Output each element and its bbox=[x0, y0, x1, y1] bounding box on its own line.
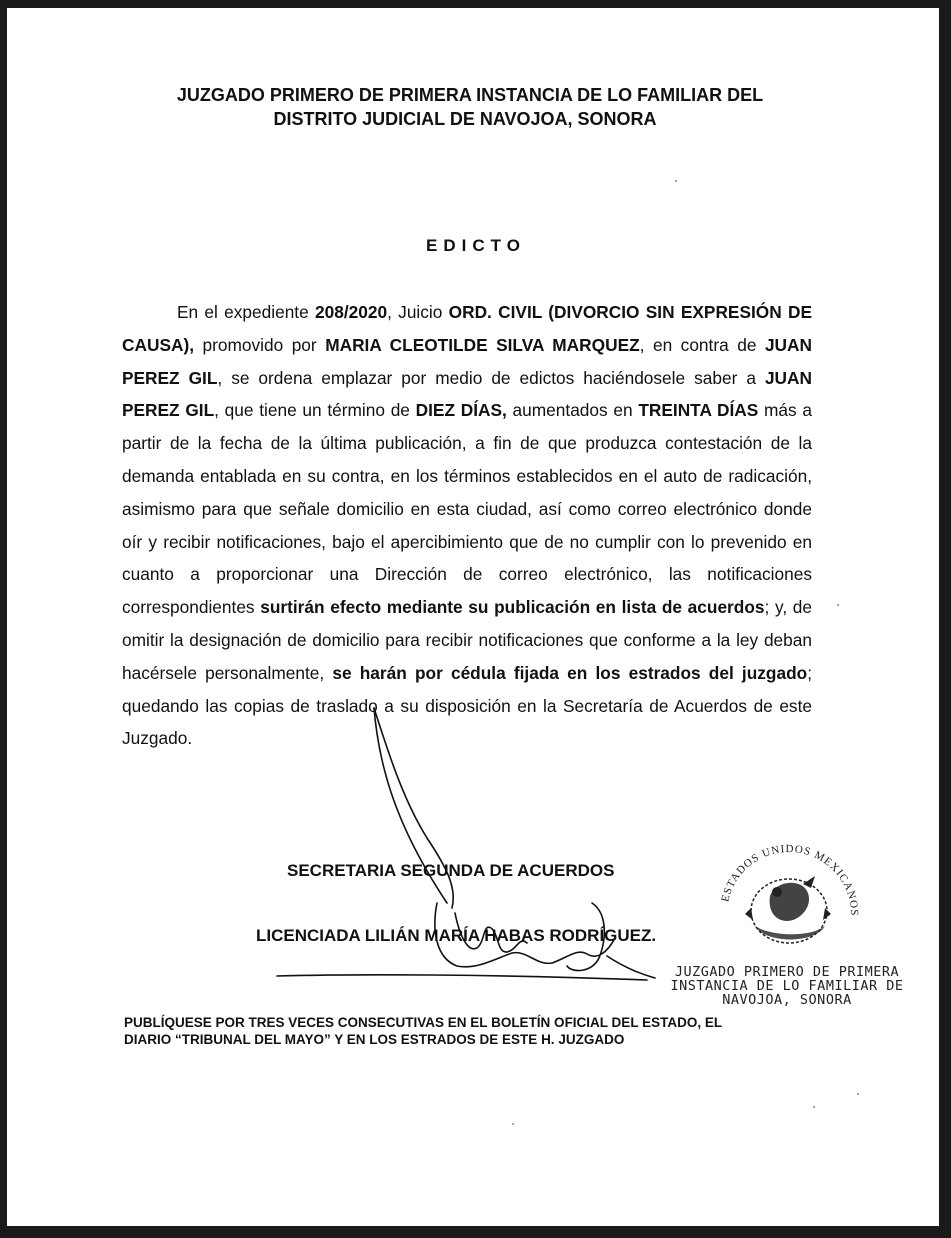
plaintiff-name: MARIA CLEOTILDE SILVA MARQUEZ bbox=[325, 334, 640, 355]
court-stamp bbox=[657, 965, 917, 1007]
defendant-name: JUAN PEREZ GIL bbox=[122, 367, 812, 421]
document-page bbox=[7, 8, 939, 1226]
court-header bbox=[7, 83, 939, 131]
stamp-line-1: JUZGADO PRIMERO DE PRIMERA bbox=[674, 964, 900, 980]
publication-line-1: PUBLÍQUESE POR TRES VECES CONSECUTIVAS EN EL BOLETÍN OFICIAL DEL ESTADO, EL bbox=[124, 1015, 723, 1030]
seal-ring-text: ESTADOS UNIDOS MEXICANOS bbox=[719, 842, 861, 917]
edict-body bbox=[122, 296, 812, 755]
notification-effect: surtirán efecto mediante su publicación en lista de acuerdos bbox=[260, 597, 765, 618]
case-number: 208/2020 bbox=[315, 302, 388, 322]
edict-paragraph bbox=[122, 296, 812, 755]
publication-line-2: DIARIO “TRIBUNAL DEL MAYO” Y EN LOS ESTRADOS DE ESTE H. JUZGADO bbox=[124, 1032, 625, 1047]
notification-method: se harán por cédula fijada en los estrados del juzgado bbox=[332, 662, 808, 683]
term-days: DIEZ DÍAS, bbox=[415, 400, 507, 421]
signatory-name: LICENCIADA LILIÁN MARÍA HABAS RODRÍGUEZ. bbox=[256, 926, 657, 945]
body-text: En el expediente bbox=[177, 302, 315, 322]
body-text: , se ordena emplazar por medio de edictos haciéndosele saber a bbox=[217, 367, 765, 388]
body-text: aumentados en bbox=[506, 400, 639, 421]
scan-speck bbox=[837, 604, 839, 606]
document-title: EDICTO bbox=[426, 236, 526, 255]
mexican-coat-of-arms-icon bbox=[715, 836, 865, 966]
signatory-role: SECRETARIA SEGUNDA DE ACUERDOS bbox=[287, 861, 615, 880]
scan-speck bbox=[512, 1123, 514, 1125]
body-text: más a partir de la fecha de la última publicación, a fin de que produzca contestación de la demanda entablada en su contra, en los términos establecidos en el auto de radicación, asimismo para que señale domicilio en esta ciudad, así como correo electrónico donde oír y recibir notificaciones, bajo el apercibimiento que de no cumplir con lo prevenido en cuanto a proporcionar una Dirección de correo electrónico, las notificaciones correspondientes bbox=[122, 400, 812, 618]
body-text: , que tiene un término de bbox=[214, 400, 416, 421]
court-header-line-1: JUZGADO PRIMERO DE PRIMERA INSTANCIA DE LO FAMILIAR DEL bbox=[176, 85, 764, 105]
scan-speck bbox=[813, 1106, 815, 1108]
court-header-line-2: DISTRITO JUDICIAL DE NAVOJOA, SONORA bbox=[273, 109, 657, 129]
body-text: , Juicio bbox=[387, 302, 449, 322]
trial-type: ORD. CIVIL (DIVORCIO SIN EXPRESIÓN DE CAUSA), bbox=[122, 302, 812, 355]
scan-speck bbox=[857, 1093, 859, 1095]
body-text: promovido por bbox=[194, 334, 326, 355]
extended-days: TREINTA DÍAS bbox=[638, 400, 759, 421]
body-text: ; quedando las copias de traslado a su disposición en la Secretaría de Acuerdos de este Juzgado. bbox=[122, 662, 813, 749]
body-text: ; y, de omitir la designación de domicilio para recibir notificaciones que conforme a la ley deban hacérsele personalmente, bbox=[122, 597, 813, 683]
defendant-name: JUAN PEREZ GIL bbox=[122, 334, 812, 388]
scan-speck bbox=[675, 180, 677, 182]
body-text: , en contra de bbox=[639, 334, 765, 355]
stamp-line-3: NAVOJOA, SONORA bbox=[722, 992, 852, 1008]
stamp-line-2: INSTANCIA DE LO FAMILIAR DE bbox=[670, 978, 904, 994]
publication-notice bbox=[124, 1014, 844, 1048]
